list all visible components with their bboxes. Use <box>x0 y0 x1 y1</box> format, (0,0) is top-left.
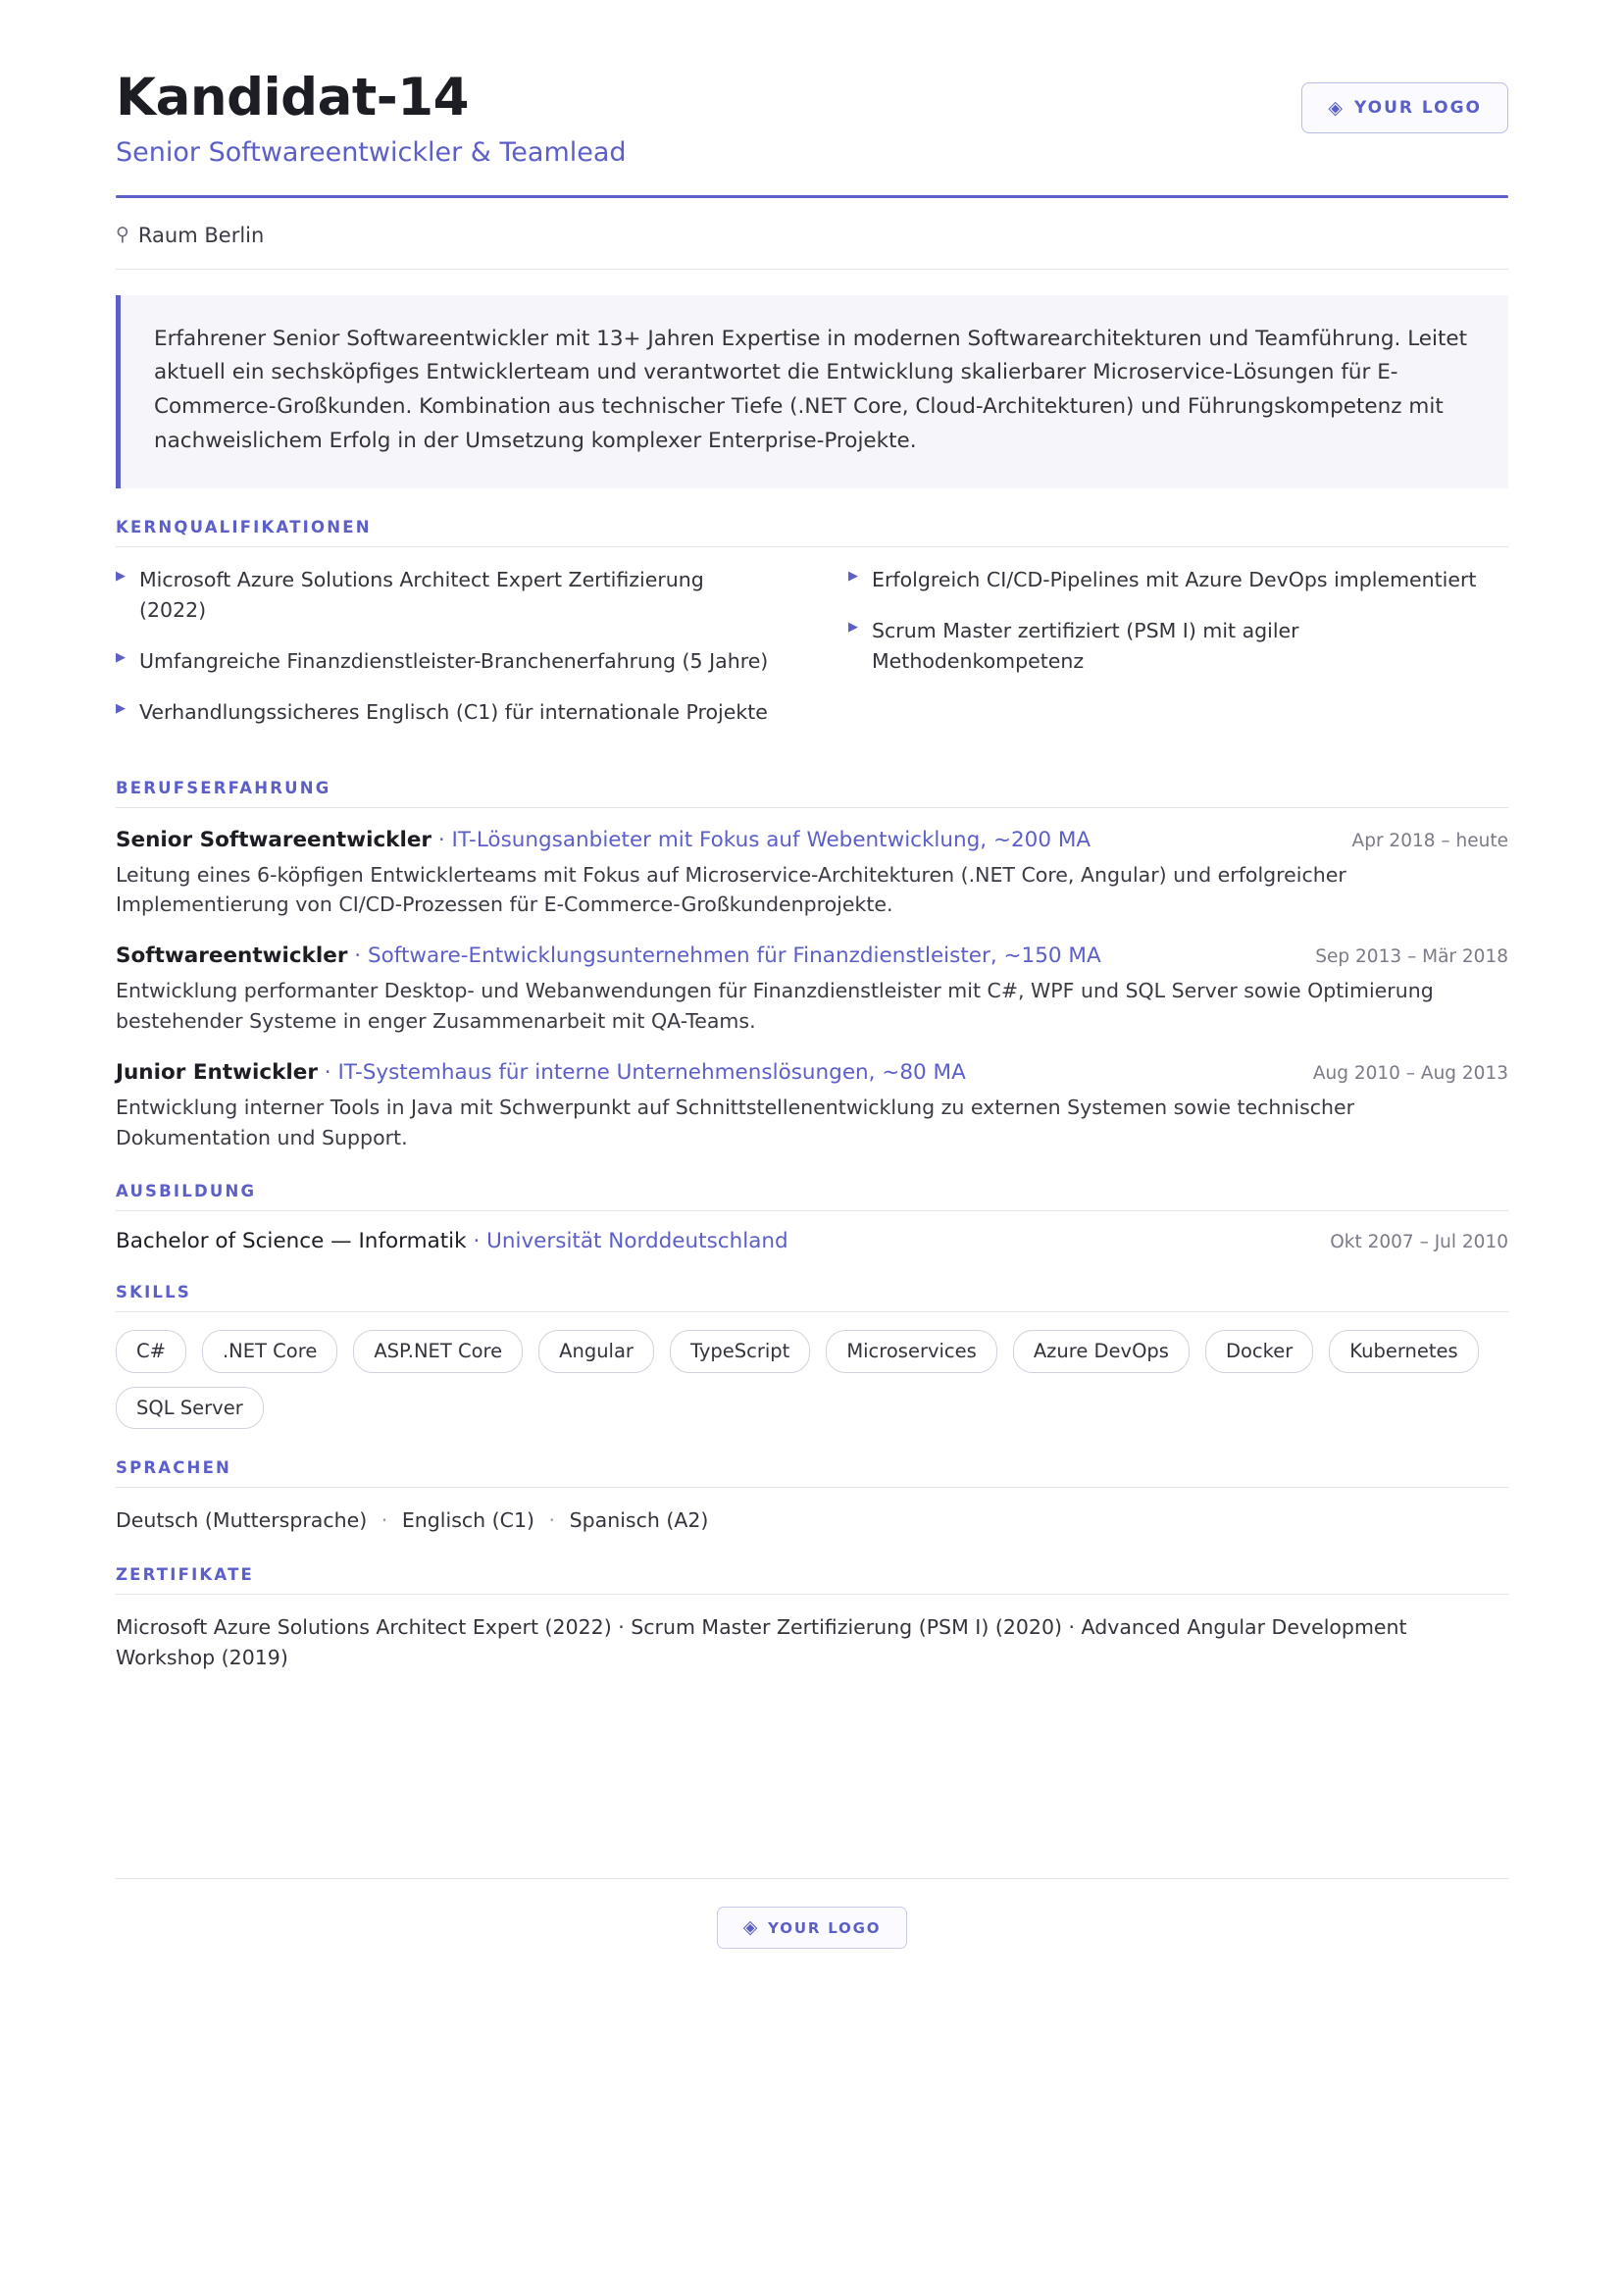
experience-item <box>116 826 1508 921</box>
skill-chip: Kubernetes <box>1329 1330 1478 1372</box>
bullet-triangle-icon: ▶ <box>848 568 858 584</box>
highlight-text: Erfolgreich CI/CD-Pipelines mit Azure DevOps implementiert <box>872 567 1477 591</box>
bullet-triangle-icon: ▶ <box>116 650 126 666</box>
page-title: Kandidat-14 <box>116 68 469 127</box>
bullet-triangle-icon: ▶ <box>848 620 858 636</box>
skill-chip: Microservices <box>826 1330 997 1372</box>
education-dates: Okt 2007 – Jul 2010 <box>1330 1232 1508 1253</box>
experience-company: · IT-Lösungsanbieter mit Fokus auf Webentwicklung, ~200 MA <box>437 827 1091 852</box>
language-item: Deutsch (Muttersprache) <box>116 1508 368 1533</box>
list-item <box>848 565 1508 595</box>
section-certificates <box>116 1565 1508 1673</box>
highlight-text: Scrum Master zertifiziert (PSM I) mit agiler Methodenkompetenz <box>872 619 1299 674</box>
experience-dates: Aug 2010 – Aug 2013 <box>1312 1062 1508 1084</box>
highlight-text: Verhandlungssicheres Englisch (C1) für internationale Projekte <box>139 700 768 725</box>
section-title-certificates: ZERTIFIKATE <box>116 1564 255 1584</box>
section-education <box>116 1182 1508 1253</box>
logo-diamond-icon: ◈ <box>1328 96 1345 119</box>
language-item: Englisch (C1) <box>401 1508 535 1533</box>
section-experience <box>116 779 1508 1153</box>
experience-job-title: Junior Entwickler <box>116 1059 318 1085</box>
bullet-triangle-icon: ▶ <box>116 701 126 717</box>
header-logo <box>1301 82 1508 133</box>
skill-chip: SQL Server <box>116 1387 264 1429</box>
language-item: Spanisch (A2) <box>569 1508 709 1533</box>
section-divider <box>116 1594 1508 1595</box>
header-left <box>116 68 1301 170</box>
experience-item-header <box>116 1058 1508 1088</box>
experience-dates: Apr 2018 – heute <box>1351 830 1508 851</box>
footer-divider <box>116 1878 1508 1879</box>
language-separator: · <box>548 1508 556 1533</box>
education-item <box>116 1229 1508 1253</box>
footer-logo <box>717 1907 908 1949</box>
languages-line <box>116 1505 1508 1536</box>
skill-chip: Angular <box>538 1330 654 1372</box>
experience-item-header <box>116 942 1508 971</box>
section-divider <box>116 546 1508 547</box>
list-item <box>116 565 776 626</box>
section-divider <box>116 807 1508 808</box>
resume-header <box>116 68 1508 170</box>
bullet-triangle-icon: ▶ <box>116 568 126 584</box>
section-divider <box>116 1311 1508 1312</box>
skill-chip: Docker <box>1205 1330 1313 1372</box>
header-logo-label: YOUR LOGO <box>1353 98 1482 118</box>
section-title-education: AUSBILDUNG <box>116 1182 257 1201</box>
language-separator: · <box>381 1508 388 1533</box>
highlight-text: Microsoft Azure Solutions Architect Expert Zertifizierung (2022) <box>139 567 704 623</box>
section-divider <box>116 1487 1508 1488</box>
experience-company: · Software-Entwicklungsunternehmen für Finanzdienstleister, ~150 MA <box>354 943 1101 969</box>
experience-title-wrap <box>116 942 1101 971</box>
page-footer <box>116 1878 1508 1949</box>
section-title-languages: SPRACHEN <box>116 1458 232 1478</box>
education-school: · Universität Norddeutschland <box>473 1229 788 1254</box>
highlights-column-left <box>116 565 776 749</box>
education-degree: Bachelor of Science — Informatik <box>116 1229 467 1254</box>
section-languages <box>116 1458 1508 1536</box>
candidate-role: Senior Softwareentwickler & Teamlead <box>116 137 627 169</box>
highlights-column-right <box>848 565 1508 749</box>
experience-item-header <box>116 826 1508 855</box>
experience-description: Entwicklung interner Tools in Java mit Schwerpunkt auf Schnittstellenentwicklung zu externen Systemen sowie technischer Dokumentation und Support. <box>116 1095 1355 1149</box>
experience-job-title: Softwareentwickler <box>116 943 348 969</box>
skills-list <box>116 1330 1508 1429</box>
skill-chip: ASP.NET Core <box>353 1330 523 1372</box>
contact-location: Raum Berlin <box>137 223 265 247</box>
experience-description: Entwicklung performanter Desktop- und Webanwendungen für Finanzdienstleister mit C#, WPF und SQL Server sowie Optimierung bestehender Systeme in enger Zusammenarbeit mit QA-Teams. <box>116 979 1434 1033</box>
section-divider <box>116 1210 1508 1211</box>
section-title-skills: SKILLS <box>116 1283 191 1302</box>
list-item <box>848 616 1508 677</box>
footer-logo-label: YOUR LOGO <box>768 1918 882 1937</box>
section-skills <box>116 1283 1508 1429</box>
skill-chip: C# <box>116 1330 186 1372</box>
section-title-highlights: KERNQUALIFIKATIONEN <box>116 517 372 536</box>
contact-divider <box>116 269 1508 270</box>
skill-chip: TypeScript <box>670 1330 810 1372</box>
skill-chip: .NET Core <box>202 1330 337 1372</box>
experience-description: Leitung eines 6-köpfigen Entwicklerteams mit Fokus auf Microservice-Architekturen (.NET Core, Angular) und erfolgreicher Implementierung von CI/CD-Prozessen für E-Commerce-Großkundenprojekte. <box>116 862 1346 917</box>
section-title-experience: BERUFSERFAHRUNG <box>116 778 331 797</box>
experience-item <box>116 942 1508 1037</box>
list-item <box>116 646 776 677</box>
footer-logo-wrap <box>116 1907 1508 1949</box>
section-highlights <box>116 518 1508 749</box>
contact-line <box>116 198 1508 269</box>
skill-chip: Azure DevOps <box>1013 1330 1190 1372</box>
location-pin-icon: ⚲ <box>116 224 129 246</box>
experience-dates: Sep 2013 – Mär 2018 <box>1315 946 1508 968</box>
education-degree-wrap <box>116 1229 788 1253</box>
experience-title-wrap <box>116 1058 966 1088</box>
list-item <box>116 697 776 728</box>
highlight-text: Umfangreiche Finanzdienstleister-Branchenerfahrung (5 Jahre) <box>139 649 769 674</box>
experience-job-title: Senior Softwareentwickler <box>116 827 432 852</box>
certificates-line: Microsoft Azure Solutions Architect Expert (2022) · Scrum Master Zertifizierung (PSM I) (2020) · Advanced Angular Development Workshop (2019) <box>116 1614 1407 1669</box>
experience-item <box>116 1058 1508 1153</box>
experience-title-wrap <box>116 826 1091 855</box>
highlights-grid <box>116 565 1508 749</box>
experience-company: · IT-Systemhaus für interne Unternehmenslösungen, ~80 MA <box>324 1059 966 1085</box>
profile-summary: Erfahrener Senior Softwareentwickler mit 13+ Jahren Expertise in modernen Softwarearchitekturen und Teamführung. Leitet aktuell ein sechsköpfiges Entwicklerteam und verantwortet die Entwicklung skalierbarer Microservice-Lösungen für E-Commerce-Großkunden. Kombination aus technischer Tiefe (.NET Core, Cloud-Architekturen) und Führungskompetenz mit nachweislichem Erfolg in der Umsetzung komplexer Enterprise-Projekte. <box>116 295 1508 488</box>
logo-diamond-icon: ◈ <box>742 1916 760 1939</box>
